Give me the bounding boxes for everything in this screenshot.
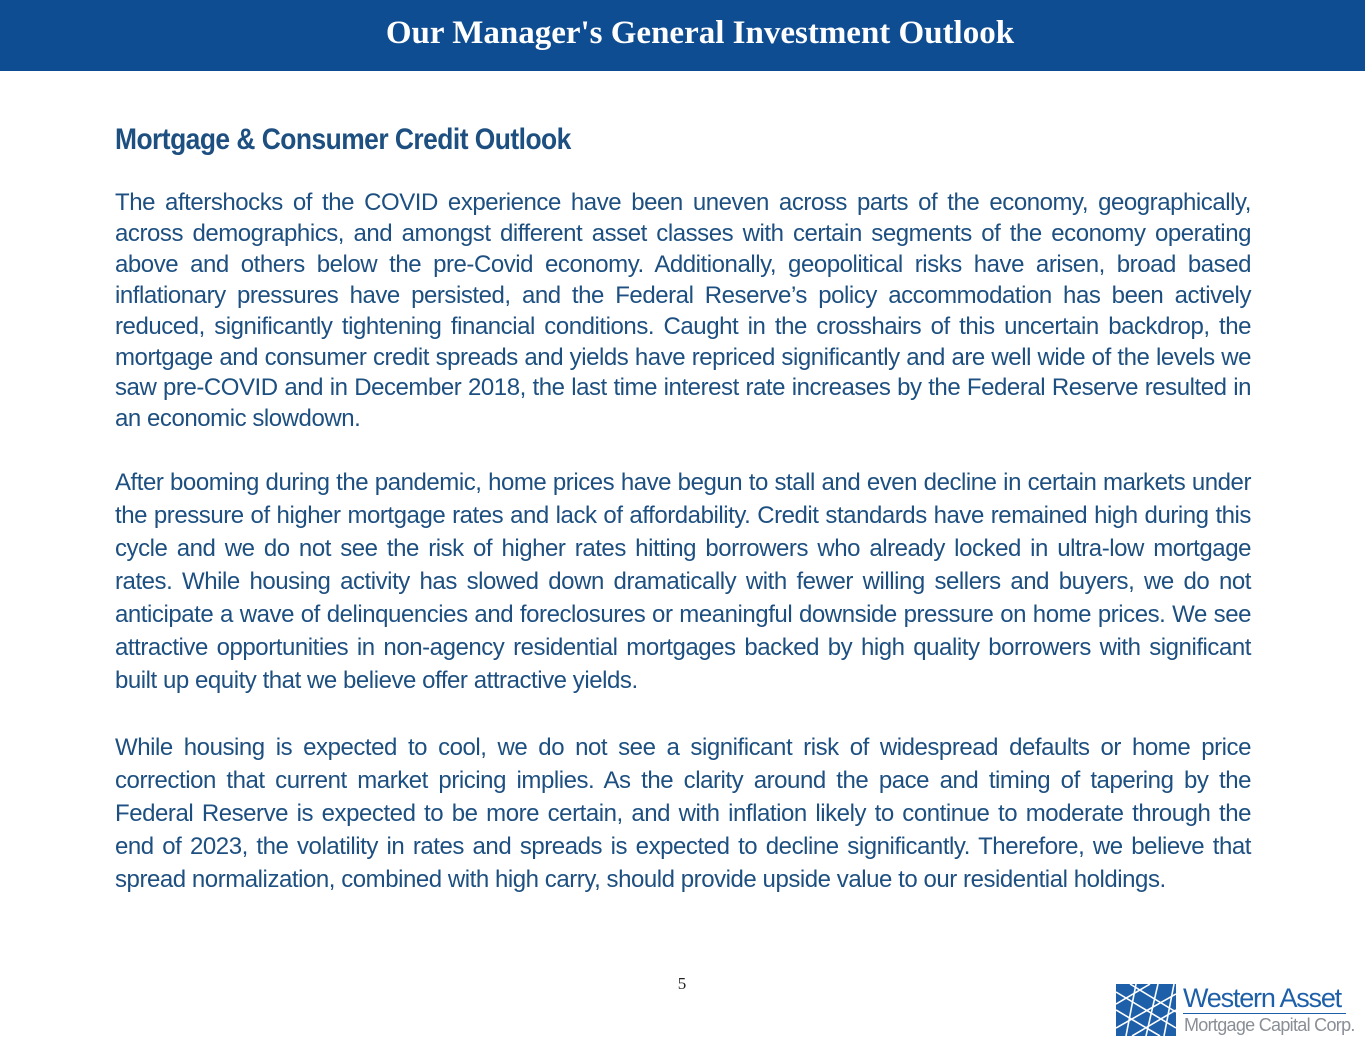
logo-name: Western Asset [1183, 983, 1341, 1013]
paragraph-home-prices: After booming during the pandemic, home prices have begun to stall and even decline in certain markets under the pressure of higher mortgage rates and lack of affordability. Credit standards have remained high during this cycle and we do not see the risk of higher rates hitting borrowers who already locked in ultra-low mortgage rates. While housing activity has slowed down dramatically with fewer willing sellers and buyers, we do not anticipate a wave of delinquencies and foreclosures or meaningful downside pressure on home prices. We see attractive opportunities in non-agency residential mortgages backed by high quality borrowers with significant built up equity that we believe offer attractive yields. [115, 469, 1251, 694]
slide-title: Our Manager's General Investment Outlook [385, 15, 1015, 51]
company-logo [1116, 983, 1355, 1037]
paragraph-covid-aftershocks: The aftershocks of the COVID experience have been uneven across parts of the economy, geographically, across demographics, and amongst different asset classes with certain segments of the economy operating above and others below the pre-Covid economy. Additionally, geopolitical risks have arisen, broad based inflationary pressures have persisted, and the Federal Reserve’s policy accommodation has been actively reduced, significantly tightening financial conditions. Caught in the crosshairs of this uncertain backdrop, the mortgage and consumer credit spreads and yields have repriced significantly and are well wide of the levels we saw pre-COVID and in December 2018, the last time interest rate increases by the Federal Reserve resulted in an economic slowdown. [115, 189, 1251, 433]
page-number: 5 [677, 974, 687, 993]
logo-divider [1183, 1013, 1346, 1014]
header-bar [0, 0, 1365, 71]
logo-subtitle: Mortgage Capital Corp. [1184, 1015, 1355, 1035]
section-title: Mortgage & Consumer Credit Outlook [115, 123, 571, 156]
paragraph-housing-outlook: While housing is expected to cool, we do not see a significant risk of widespread defaults or home price correction that current market pricing implies. As the clarity around the pace and timing of tapering by the Federal Reserve is expected to be more certain, and with inflation likely to continue to moderate through the end of 2023, the volatility in rates and spreads is expected to decline significantly. Therefore, we believe that spread normalization, combined with high carry, should provide upside value to our residential holdings. [115, 734, 1251, 893]
globe-grid-icon [1116, 984, 1176, 1036]
